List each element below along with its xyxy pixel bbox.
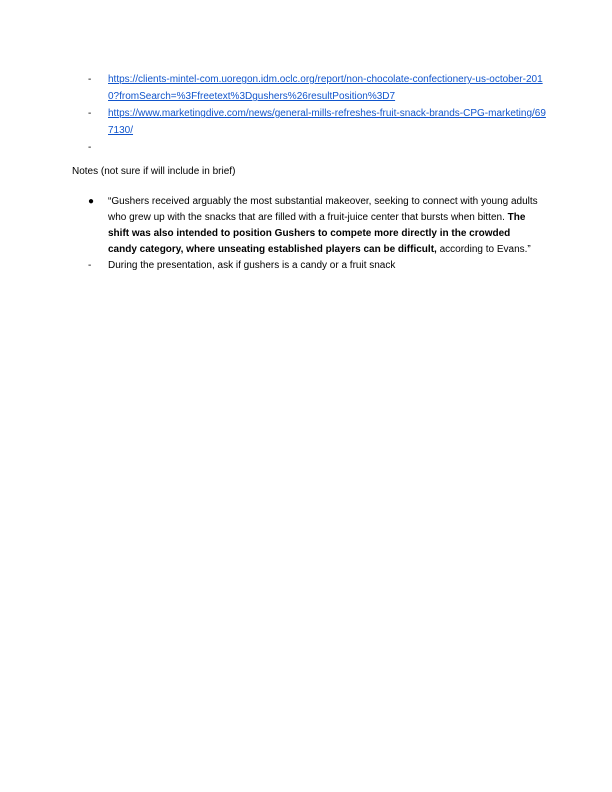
quote-text-bold: The shift was also intended to position Gushers to compete more directly in the crowded candy category, where unseating established players can be difficult, — [108, 212, 526, 255]
dash-marker: - — [88, 260, 92, 271]
notes-heading: Notes (not sure if will include in brief) — [72, 166, 236, 177]
mintel-report-link[interactable]: https://clients-mintel-com.uoregon.idm.oclc.org/report/non-chocolate-confectionery-us-october-2010?fromSearch=%3Ffreetext%3Dgushers%26resultPosition%3D7 — [108, 74, 543, 102]
dash-marker: - — [88, 74, 92, 85]
notes-list — [88, 194, 540, 274]
action-list-item — [88, 258, 540, 274]
list-item — [88, 105, 548, 139]
marketingdive-article-link[interactable]: https://www.marketingdive.com/news/general-mills-refreshes-fruit-snack-brands-CPG-marketing/697130/ — [108, 108, 546, 136]
action-note-text: During the presentation, ask if gushers is a candy or a fruit snack — [108, 260, 396, 271]
quote-text-end: according to Evans.” — [436, 244, 531, 255]
quote-text-start: “Gushers received arguably the most substantial makeover, seeking to connect with young adults who grew up with the snacks that are filled with a fruit-juice center that bursts when bitten. — [108, 196, 538, 223]
source-link-list — [88, 71, 548, 153]
dash-marker: - — [88, 108, 92, 119]
dash-marker: - — [88, 142, 92, 153]
bullet-marker: ● — [88, 196, 95, 207]
quote-list-item — [88, 194, 540, 258]
list-item — [88, 71, 548, 105]
